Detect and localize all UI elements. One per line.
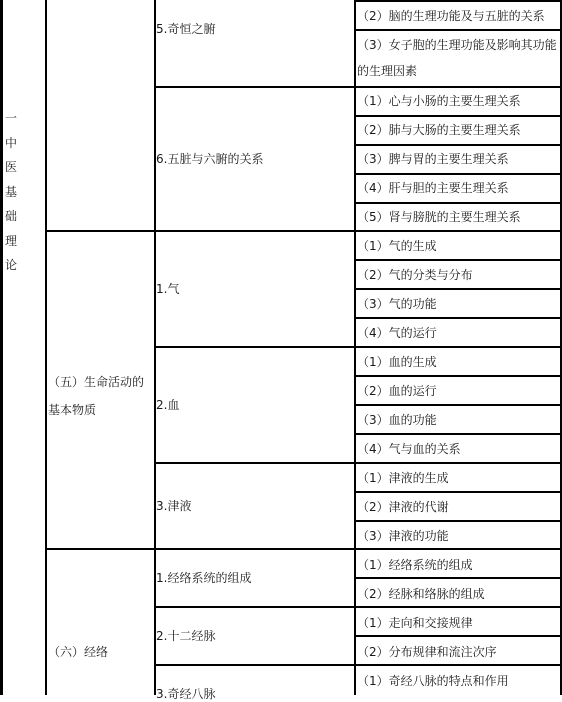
item-cell: （4）气与血的关系 (357, 442, 461, 456)
row-line (354, 375, 562, 377)
topic-label: 5.奇恒之腑 (156, 22, 216, 36)
grid-line (45, 0, 47, 695)
item-cell: （2）脑的生理功能及与五脏的关系 (357, 9, 545, 23)
topic-divider (154, 606, 562, 608)
topic-divider (154, 664, 562, 666)
topic-divider (154, 346, 562, 348)
section-label-substances: （五）生命活动的基本物质 (48, 375, 145, 417)
row-line (354, 173, 562, 175)
subject-label (4, 106, 18, 278)
row-line (354, 0, 562, 2)
section-divider (45, 548, 562, 550)
item-cell: （4）肝与胆的主要生理关系 (357, 181, 509, 195)
left-border (0, 0, 3, 695)
subject-char: 基 (4, 184, 17, 199)
topic-label: 1.气 (156, 282, 180, 296)
item-cell: （3）气的功能 (357, 297, 437, 311)
subject-char: 一 (4, 111, 17, 125)
item-cell: （2）肺与大肠的主要生理关系 (357, 123, 521, 137)
row-line (354, 144, 562, 146)
topic-label: 1.经络系统的组成 (156, 571, 252, 585)
subject-char: 中 (4, 135, 17, 150)
subject-char: 医 (4, 160, 17, 174)
item-cell: （1）心与小肠的主要生理关系 (357, 94, 521, 108)
row-line (354, 259, 562, 261)
topic-divider (154, 86, 562, 88)
item-cell: （3）脾与胃的主要生理关系 (357, 152, 509, 166)
item-cell: （3）津液的功能 (357, 529, 449, 543)
topic-label: 2.十二经脉 (156, 629, 216, 643)
item-cell: （1）奇经八脉的特点和作用 (357, 674, 509, 688)
item-cell: （2）分布规律和流注次序 (357, 645, 497, 659)
section-divider (45, 230, 562, 232)
item-cell: （1）经络系统的组成 (357, 558, 473, 572)
row-line (354, 288, 562, 290)
item-cell: （2）经脉和络脉的组成 (357, 587, 485, 601)
row-line (354, 29, 562, 31)
item-cell: （3）女子胞的生理功能及影响其功能的生理因素 (357, 38, 557, 78)
row-line (354, 317, 562, 319)
item-cell: （3）血的功能 (357, 413, 437, 427)
row-line (354, 202, 562, 204)
subject-char: 础 (4, 209, 17, 223)
item-cell: （1）走向和交接规律 (357, 616, 473, 630)
row-line (354, 577, 562, 579)
subject-char: 论 (4, 258, 17, 272)
row-line (354, 635, 562, 637)
subject-char: 理 (4, 233, 17, 248)
section-label-meridians: （六）经络 (48, 645, 109, 659)
item-cell: （4）气的运行 (357, 326, 437, 340)
row-line (354, 115, 562, 117)
topic-label: 6.五脏与六腑的关系 (156, 152, 264, 166)
item-cell: （1）气的生成 (357, 239, 437, 253)
row-line (354, 520, 562, 522)
topic-label: 2.血 (156, 398, 180, 412)
topic-divider (154, 462, 562, 464)
item-cell: （1）血的生成 (357, 355, 437, 369)
row-line (354, 491, 562, 493)
row-line (354, 433, 562, 435)
row-line (354, 404, 562, 406)
item-cell: （2）气的分类与分布 (357, 268, 473, 282)
item-cell: （1）津液的生成 (357, 471, 449, 485)
item-cell: （2）血的运行 (357, 384, 437, 398)
item-cell: （5）肾与膀胱的主要生理关系 (357, 210, 521, 224)
topic-label: 3.奇经八脉 (156, 687, 216, 701)
topic-label: 3.津液 (156, 499, 192, 513)
item-cell: （2）津液的代谢 (357, 500, 449, 514)
